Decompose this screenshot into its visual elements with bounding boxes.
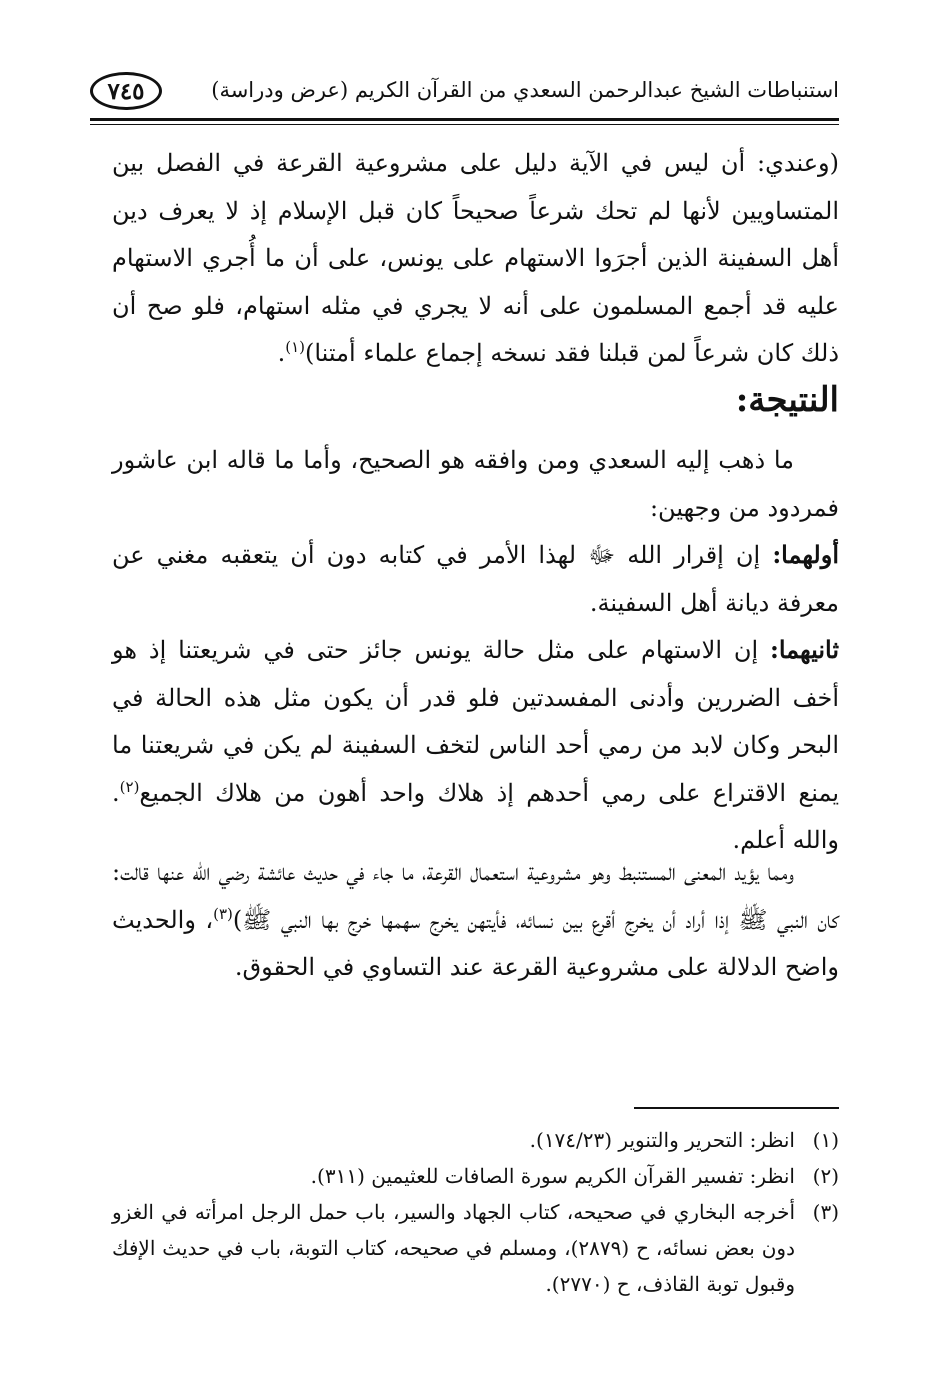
second-reason-lead: ثانيهما:: [769, 635, 839, 664]
quote-end: .: [277, 339, 286, 367]
hadith-end: ، والحديث واضح الدلالة على مشروعية القرعة عند التساوي في الحقوق.: [112, 905, 839, 981]
first-reason-text: إن إقرار الله ﷻ لهذا الأمر في كتابه دون أن يتعقبه مغني عن معرفة ديانة أهل السفينة.: [112, 541, 839, 617]
paragraph-quote: [112, 140, 839, 378]
footnote-number: (٢): [812, 1164, 839, 1188]
first-reason-lead: أولهما:: [772, 540, 839, 569]
running-title: استنباطات الشيخ عبدالرحمن السعدي من القرآن الكريم (عرض ودراسة): [211, 78, 839, 102]
footnote-number: (١): [812, 1128, 839, 1152]
quote-text: (وعندي: أن ليس في الآية دليل على مشروعية القرعة في الفصل بين المتساويين لأنها لم تحك شرعاً صحيحاً كان قبل الإسلام إذ لا يعرف دين أهل السفينة الذين أجرَوا الاستهام على يونس، على أن ما أُجري الاستهام عليه قد أجمع المسلمون على أنه لا يجري في مثله استهام، فلو صح أن ذلك كان شرعاً لمن قبلنا فقد نسخه إجماع علماء أمتنا): [112, 149, 839, 367]
paragraph-conclusion: ما ذهب إليه السعدي ومن وافقه هو الصحيح، وأما ما قاله ابن عاشور فمردود من وجهين:: [112, 446, 839, 522]
footnote-item: [112, 1194, 839, 1302]
footnote-ref-3[interactable]: (٣): [213, 904, 233, 923]
footnote-text: أخرجه البخاري في صحيحه، كتاب الجهاد والسير، باب حمل الرجل امرأته في الغزو دون بعض نسائه، ح (٢٨٧٩)، ومسلم في صحيحه، كتاب التوبة، باب في حديث الإفك وقبول توبة القاذف، ح (٢٧٧٠).: [112, 1200, 795, 1296]
footnote-separator: [634, 1107, 839, 1109]
footnote-text: انظر: التحرير والتنوير (١٧٤/٢٣).: [529, 1128, 795, 1152]
second-reason-text: إن الاستهام على مثل حالة يونس جائز حتى في شريعتنا إذ هو أخف الضررين وأدنى المفسدتين فلو قدر أن يكون مثل هذه الحالة في البحر وكان لابد من رمي أحد الناس لتخف السفينة لم يكن في شريعتنا ما يمنع الاقتراع على رمي أحدهم إذ هلاك واحد أهون من هلاك الجميع: [112, 636, 839, 807]
second-reason-end: . والله أعلم.: [112, 778, 839, 854]
footnote-item: [112, 1158, 839, 1194]
section-heading-result: النتيجة:: [735, 380, 839, 420]
paragraph-second-reason: [112, 626, 839, 865]
footnote-ref-2[interactable]: (٢): [119, 777, 140, 796]
footnote-ref-1[interactable]: (١): [285, 338, 305, 356]
page-header: [90, 72, 839, 114]
header-rule: [90, 118, 839, 121]
page-number-badge: ٧٤٥: [90, 72, 162, 110]
footnote-item: [112, 1122, 839, 1158]
footnote-text: انظر: تفسير القرآن الكريم سورة الصافات للعثيمين (٣١١).: [310, 1164, 795, 1188]
paragraph-supporting-hadith: [112, 849, 839, 992]
footnotes: [112, 1122, 839, 1302]
hadith-text: ومما يؤيد المعنى المستنبط وهو مشروعية استعمال القرعة، ما جاء في حديث عائشة رضي الله عنها قالت: كان النبي ﷺ إذا أراد أن يخرج أقرع بين نسائه، فأيتهن يخرج سهمها خرج بها النبي ﷺ): [112, 858, 840, 934]
paragraph-first-reason: [112, 531, 839, 627]
footnote-number: (٣): [812, 1200, 839, 1224]
header-rule-thin: [90, 124, 839, 125]
